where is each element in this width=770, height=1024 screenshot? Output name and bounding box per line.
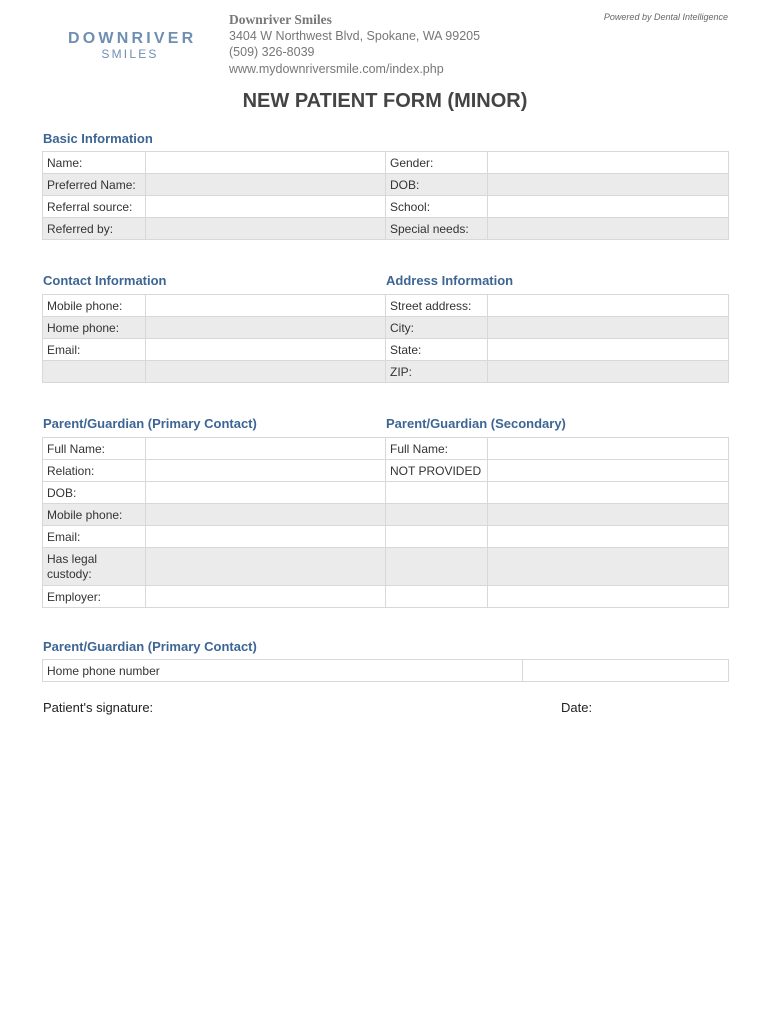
table-row [43, 295, 729, 317]
street-address-label: Street address: [386, 295, 488, 317]
date-label: Date: [561, 700, 593, 715]
practice-info [229, 12, 480, 77]
table-row [43, 317, 729, 339]
empty-label-cell [43, 361, 146, 383]
practice-website: www.mydownriversmile.com/index.php [229, 61, 444, 76]
school-label: School: [386, 196, 488, 218]
name-label: Name: [43, 152, 146, 174]
guardian-full-name-field[interactable] [146, 438, 386, 460]
guardian-dob-label: DOB: [43, 482, 146, 504]
gender-label: Gender: [386, 152, 488, 174]
guardian-phone-table [42, 659, 729, 682]
practice-name: Downriver Smiles [229, 12, 332, 27]
secondary-empty-cell [488, 526, 729, 548]
home-phone-field[interactable] [146, 317, 386, 339]
school-field[interactable] [488, 196, 729, 218]
secondary-full-name-label: Full Name: [386, 438, 488, 460]
basic-info-table [42, 151, 729, 240]
practice-address: 3404 W Northwest Blvd, Spokane, WA 99205 [229, 29, 481, 44]
home-phone-number-field[interactable] [523, 660, 729, 682]
table-row [43, 482, 729, 504]
secondary-empty-cell [488, 482, 729, 504]
zip-field[interactable] [488, 361, 729, 383]
email-label: Email: [43, 339, 146, 361]
table-row [43, 438, 729, 460]
guardian-legal-custody-label: Has legal custody: [43, 548, 146, 586]
secondary-full-name-field[interactable] [488, 438, 729, 460]
table-row [43, 218, 729, 240]
contact-address-table [42, 294, 729, 383]
street-address-field[interactable] [488, 295, 729, 317]
secondary-empty-cell [386, 504, 488, 526]
table-row [43, 586, 729, 608]
city-field[interactable] [488, 317, 729, 339]
guardian-relation-label: Relation: [43, 460, 146, 482]
secondary-empty-cell [488, 460, 729, 482]
basic-info-title: Basic Information [43, 131, 153, 146]
guardian-secondary-title: Parent/Guardian (Secondary) [386, 416, 566, 431]
guardian-primary-title: Parent/Guardian (Primary Contact) [43, 416, 257, 431]
empty-field-cell [146, 361, 386, 383]
secondary-empty-cell [488, 586, 729, 608]
secondary-status: NOT PROVIDED [386, 460, 488, 482]
dob-label: DOB: [386, 174, 488, 196]
referred-by-label: Referred by: [43, 218, 146, 240]
special-needs-label: Special needs: [386, 218, 488, 240]
guardian-employer-field[interactable] [146, 586, 386, 608]
practice-phone: (509) 326-8039 [229, 45, 315, 60]
secondary-empty-cell [386, 548, 488, 586]
mobile-phone-label: Mobile phone: [43, 295, 146, 317]
logo-wordmark: DOWNRIVER [68, 30, 197, 47]
dob-field[interactable] [488, 174, 729, 196]
table-row [43, 504, 729, 526]
table-row [43, 660, 729, 682]
preferred-name-field[interactable] [146, 174, 386, 196]
secondary-empty-cell [386, 526, 488, 548]
email-field[interactable] [146, 339, 386, 361]
secondary-empty-cell [488, 504, 729, 526]
contact-info-title: Contact Information [43, 273, 167, 288]
secondary-empty-cell [488, 548, 729, 586]
practice-logo [68, 30, 197, 61]
guardian-dob-field[interactable] [146, 482, 386, 504]
referred-by-field[interactable] [146, 218, 386, 240]
guardian-email-label: Email: [43, 526, 146, 548]
table-row [43, 339, 729, 361]
guardian-primary-phone-title: Parent/Guardian (Primary Contact) [43, 639, 257, 654]
referral-source-label: Referral source: [43, 196, 146, 218]
special-needs-field[interactable] [488, 218, 729, 240]
secondary-empty-cell [386, 482, 488, 504]
name-field[interactable] [146, 152, 386, 174]
logo-subtitle: SMILES [101, 47, 159, 61]
guardian-email-field[interactable] [146, 526, 386, 548]
guardian-mobile-phone-field[interactable] [146, 504, 386, 526]
address-info-title: Address Information [386, 273, 514, 288]
guardian-legal-custody-field[interactable] [146, 548, 386, 586]
state-field[interactable] [488, 339, 729, 361]
guardian-relation-field[interactable] [146, 460, 386, 482]
table-row [43, 152, 729, 174]
table-row [43, 361, 729, 383]
form-title: NEW PATIENT FORM (MINOR) [242, 90, 528, 112]
mobile-phone-field[interactable] [146, 295, 386, 317]
guardian-employer-label: Employer: [43, 586, 146, 608]
table-row [43, 174, 729, 196]
city-label: City: [386, 317, 488, 339]
preferred-name-label: Preferred Name: [43, 174, 146, 196]
home-phone-number-label: Home phone number [43, 660, 523, 682]
table-row [43, 548, 729, 586]
powered-by-text: Powered by Dental Intelligence [603, 12, 728, 22]
table-row [43, 526, 729, 548]
home-phone-label: Home phone: [43, 317, 146, 339]
gender-field[interactable] [488, 152, 729, 174]
zip-label: ZIP: [386, 361, 488, 383]
guardian-full-name-label: Full Name: [43, 438, 146, 460]
referral-source-field[interactable] [146, 196, 386, 218]
state-label: State: [386, 339, 488, 361]
secondary-empty-cell [386, 586, 488, 608]
patient-signature-label: Patient's signature: [43, 700, 154, 715]
guardian-mobile-phone-label: Mobile phone: [43, 504, 146, 526]
table-row [43, 460, 729, 482]
guardian-table [42, 437, 729, 608]
table-row [43, 196, 729, 218]
